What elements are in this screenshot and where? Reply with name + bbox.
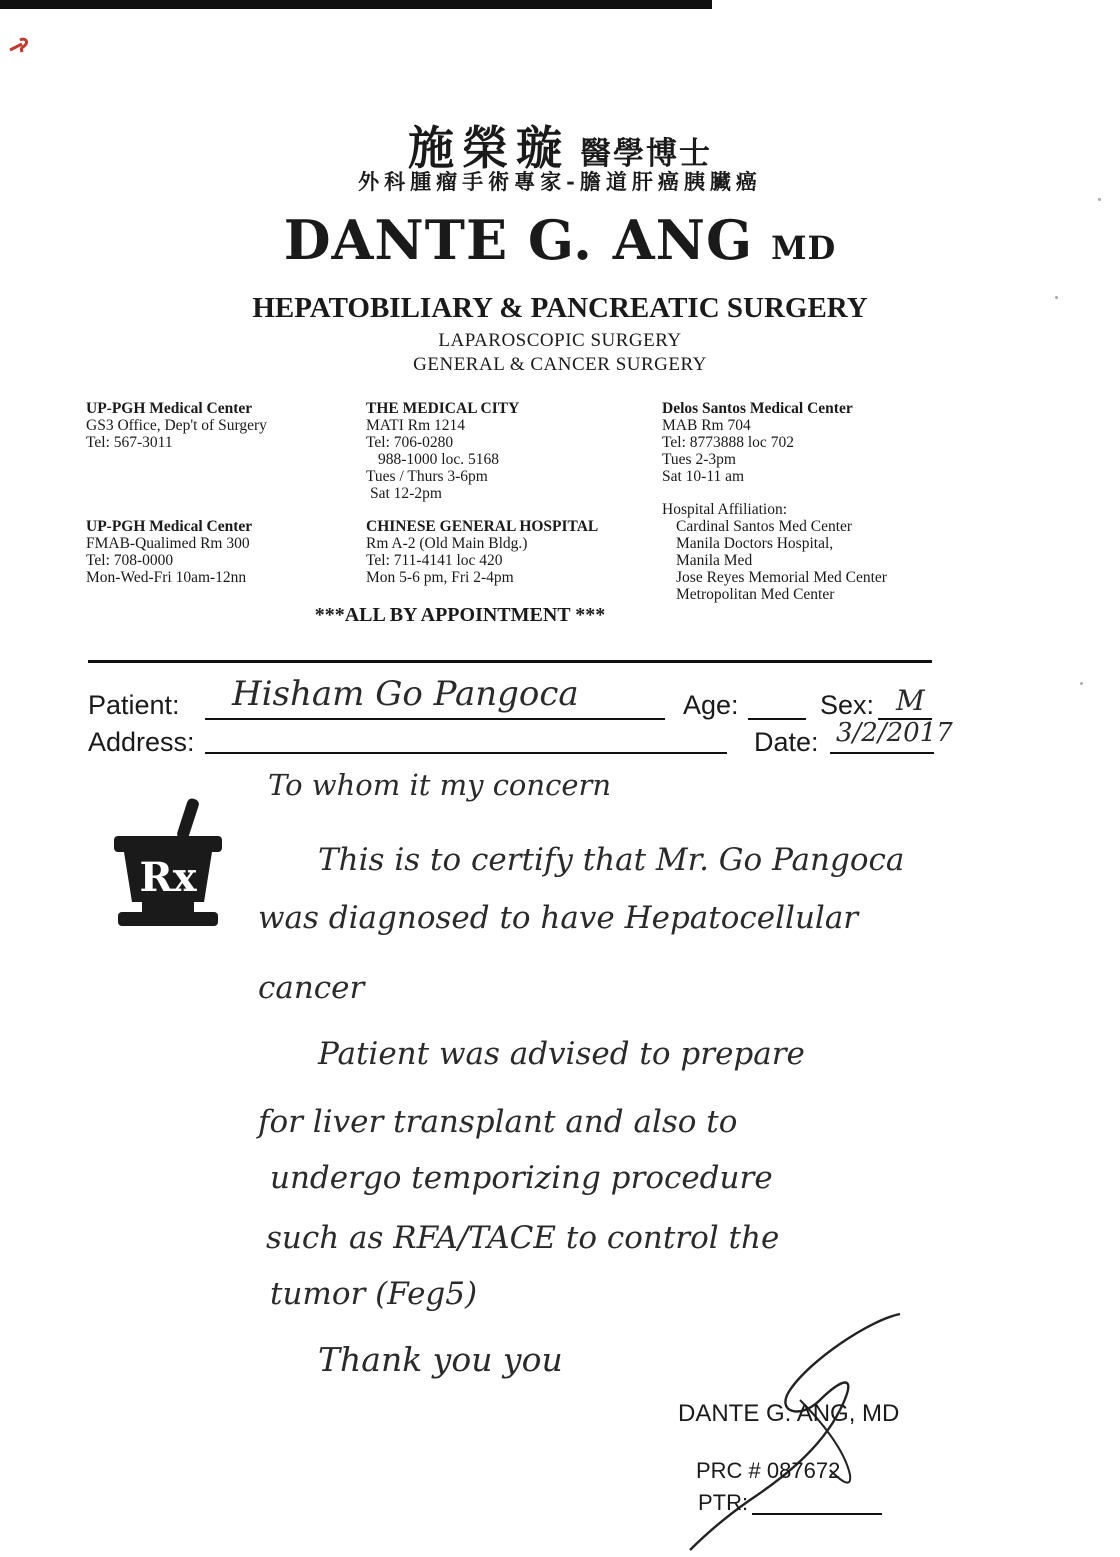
affiliation-line: Metropolitan Med Center (676, 586, 835, 603)
clinic-chinese-general (366, 518, 598, 586)
clinic-name: Delos Santos Medical Center (662, 400, 853, 417)
clinic-line: 988-1000 loc. 5168 (378, 451, 499, 468)
patient-label: Patient: (88, 690, 180, 720)
doctor-name-heading (0, 208, 1120, 272)
specialty-heading: HEPATOBILIARY & PANCREATIC SURGERY (252, 292, 868, 324)
scan-speck (1080, 682, 1083, 685)
signatory-name: DANTE G. ANG, MD (678, 1400, 900, 1427)
sex-value: M (896, 684, 925, 717)
clinic-line: Sat 10-11 am (662, 468, 745, 485)
note-line: cancer (258, 970, 365, 1006)
sub-specialty-laparoscopic: LAPAROSCOPIC SURGERY (438, 330, 682, 351)
clinic-line: GS3 Office, Dep't of Surgery (86, 417, 267, 434)
handwritten-signature (630, 1300, 930, 1557)
sub-specialty-general: GENERAL & CANCER SURGERY (413, 354, 707, 375)
clinic-line: Tel: 706-0280 (366, 434, 454, 451)
clinic-line: Mon 5-6 pm, Fri 2-4pm (366, 569, 514, 586)
age-label: Age: (683, 690, 739, 720)
clinic-line: Tel: 567-3011 (86, 434, 173, 451)
clinic-upgh-fmab (86, 518, 252, 586)
clinic-line: Tues 2-3pm (662, 451, 736, 468)
scan-top-bar (0, 0, 712, 9)
chinese-title-text: 醫學博士 (580, 136, 712, 172)
clinic-line: Tel: 8773888 loc 702 (662, 434, 794, 451)
rx-text: Rx (139, 854, 197, 901)
note-line: To whom it my concern (268, 768, 612, 802)
scan-speck (1098, 198, 1101, 201)
clinic-name: THE MEDICAL CITY (366, 400, 520, 417)
clinic-line: MATI Rm 1214 (366, 417, 466, 434)
clinic-name: UP-PGH Medical Center (86, 518, 253, 535)
clinic-line: Mon-Wed-Fri 10am-12nn (86, 569, 247, 586)
date-underline (830, 752, 934, 754)
date-label: Date: (754, 727, 819, 757)
clinic-line: Rm A-2 (Old Main Bldg.) (366, 535, 528, 552)
clinic-line: Sat 12-2pm (370, 485, 442, 502)
affiliation-heading: Hospital Affiliation: (662, 501, 787, 518)
clinic-line: Tues / Thurs 3-6pm (366, 468, 488, 485)
clinic-name: CHINESE GENERAL HOSPITAL (366, 518, 599, 535)
clinic-name: UP-PGH Medical Center (86, 400, 253, 417)
patient-value: Hisham Go Pangoca (232, 674, 579, 714)
affiliation-line: Jose Reyes Memorial Med Center (676, 569, 887, 586)
chinese-name-text: 施榮璇 (408, 121, 570, 175)
affiliation-line: Cardinal Santos Med Center (676, 518, 853, 535)
note-line: Thank you you (318, 1340, 563, 1379)
date-value: 3/2/2017 (836, 718, 953, 748)
doctor-suffix: MD (771, 229, 837, 267)
clinic-line: Tel: 708-0000 (86, 552, 174, 569)
affiliation-line: Manila Doctors Hospital, (676, 535, 834, 552)
ptr-underline (752, 1513, 882, 1515)
note-line: for liver transplant and also to (258, 1104, 738, 1140)
red-pen-mark-icon (6, 30, 40, 60)
clinic-upgh-gs3 (86, 400, 267, 451)
age-underline (748, 718, 806, 720)
clinic-line: Tel: 711-4141 loc 420 (366, 552, 503, 569)
clinic-medical-city (366, 400, 519, 502)
note-line: tumor (Feg5) (270, 1276, 478, 1312)
clinic-delos-santos (662, 400, 853, 485)
letterhead-divider (88, 660, 932, 663)
affiliation-line: Manila Med (676, 552, 753, 569)
prc-number: PRC # 087672 (696, 1458, 841, 1483)
patient-underline (205, 718, 665, 720)
chinese-specialty: 外科腫瘤手術專家-膽道肝癌胰臟癌 (358, 169, 762, 194)
ptr-label-text: PTR: (698, 1490, 749, 1515)
clinic-line: FMAB-Qualimed Rm 300 (86, 535, 250, 552)
address-label: Address: (88, 727, 195, 757)
clinic-line: MAB Rm 704 (662, 417, 751, 434)
note-line: This is to certify that Mr. Go Pangoca (318, 842, 905, 878)
note-line: Patient was advised to prepare (318, 1036, 805, 1072)
address-underline (205, 752, 727, 754)
sex-label: Sex: (820, 690, 875, 720)
doctor-name-text: DANTE G. ANG (283, 208, 754, 272)
hospital-affiliation (662, 501, 887, 603)
appointment-note: ***ALL BY APPOINTMENT *** (314, 604, 606, 626)
rx-mortar-pestle-icon (112, 794, 224, 930)
note-line: undergo temporizing procedure (270, 1160, 773, 1196)
note-line: such as RFA/TACE to control the (266, 1220, 780, 1256)
ptr-label (698, 1490, 748, 1516)
note-line: was diagnosed to have Hepatocellular (258, 900, 859, 936)
